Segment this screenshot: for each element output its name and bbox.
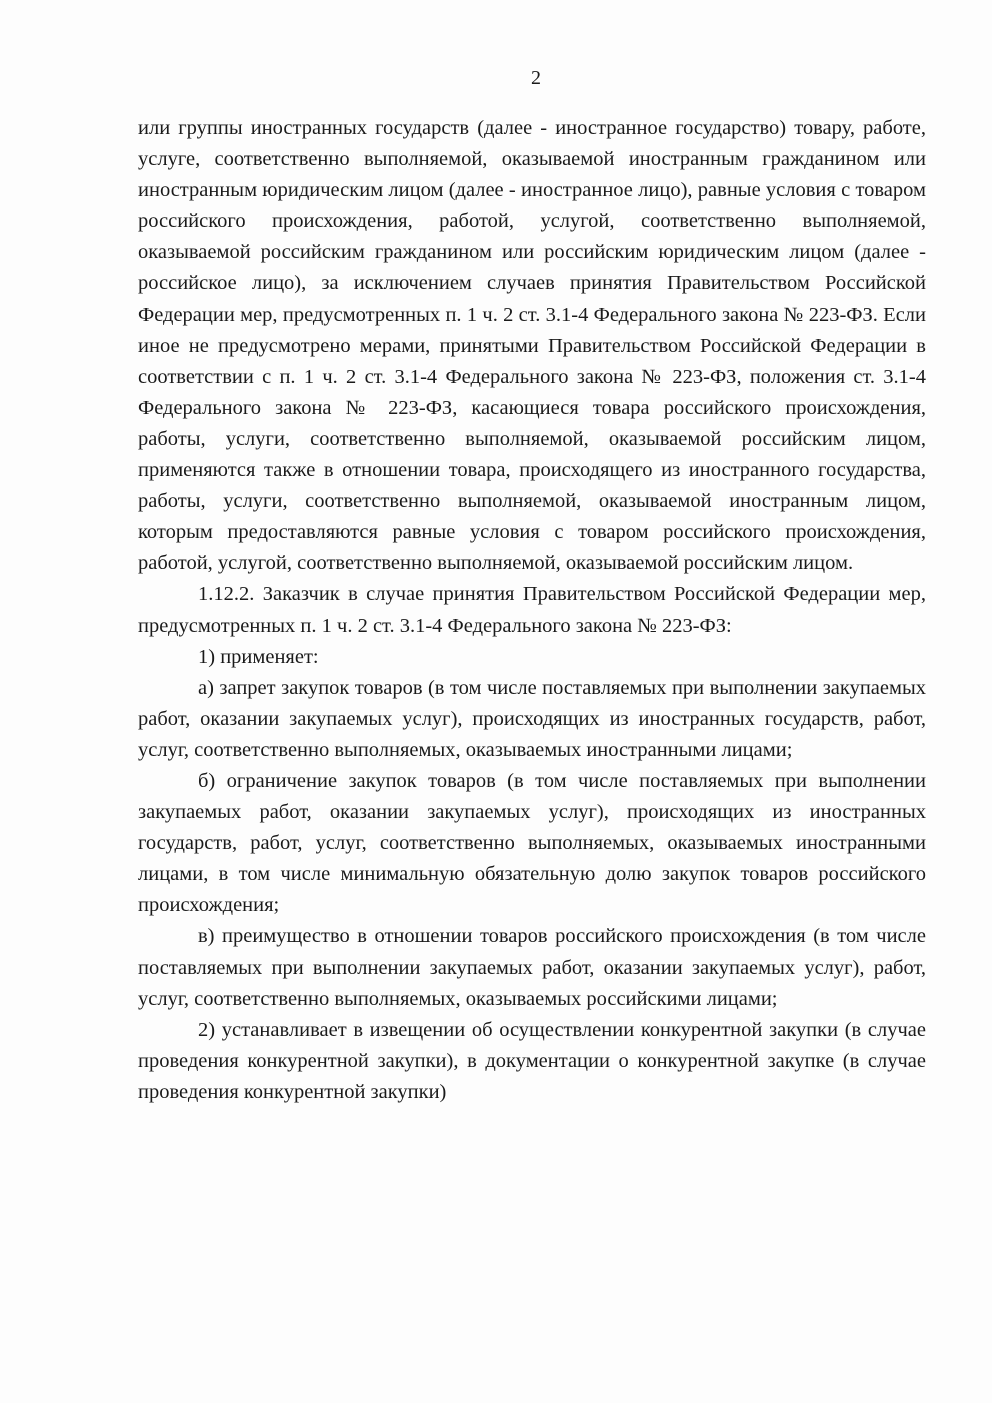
paragraph-1-12-2: 1.12.2. Заказчик в случае принятия Правительством Российской Федерации мер, предусмотренных п. 1 ч. 2 ст. 3.1-4 Федерального закона № 223-ФЗ: [138,583,926,637]
page-number: 2 [531,67,541,89]
list-item-2: 2) устанавливает в извещении об осуществлении конкурентной закупки (в случае проведения конкурентной закупки), в документации о конкурентной закупке (в случае проведения конкурентной закупки) [138,1018,926,1103]
document-body [138,113,926,1108]
list-item-a: а) запрет закупок товаров (в том числе поставляемых при выполнении закупаемых работ, оказании закупаемых услуг), происходящих из иностранных государств, работ, услуг, соответственно выполняемых, оказываемых иностранными лицами; [138,676,926,761]
list-item-b: б) ограничение закупок товаров (в том числе поставляемых при выполнении закупаемых работ, оказании закупаемых услуг), происходящих из иностранных государств, работ, услуг, соответственно выполняемых, оказываемых иностранными лицами, в том числе минимальную обязательную долю закупок товаров российского происхождения; [138,769,926,917]
paragraph-continuation: или группы иностранных государств (далее - иностранное государство) товару, работе, услуге, соответственно выполняемой, оказываемой иностранным гражданином или иностранным юридическим лицом (далее - иностранное лицо), равные условия с товаром российского происхождения, работой, услугой, соответственно выполняемой, оказываемой российским гражданином или российским юридическим лицом (далее - российское лицо), за исключением случаев принятия Правительством Российской Федерации мер, предусмотренных п. 1 ч. 2 ст. 3.1-4 Федерального закона № 223-ФЗ. Если иное не предусмотрено мерами, принятыми Правительством Российской Федерации в соответствии с п. 1 ч. 2 ст. 3.1-4 Федерального закона № 223-ФЗ, положения ст. 3.1-4 Федерального закона № 223-ФЗ, касающиеся товара российского происхождения, работы, услуги, соответственно выполняемой, оказываемой российским лицом, применяются также в отношении товара, происходящего из иностранного государства, работы, услуги, соответственно выполняемой, оказываемой иностранным лицом, которым предоставляются равные условия с товаром российского происхождения, работой, услугой, соответственно выполняемой, оказываемой российским лицом. [138,117,926,575]
list-item-1: 1) применяет: [198,645,319,668]
list-item-v: в) преимущество в отношении товаров российского происхождения (в том числе поставляемых при выполнении закупаемых работ, оказании закупаемых услуг), работ, услуг, соответственно выполняемых, оказываемых российскими лицами; [138,925,926,1010]
